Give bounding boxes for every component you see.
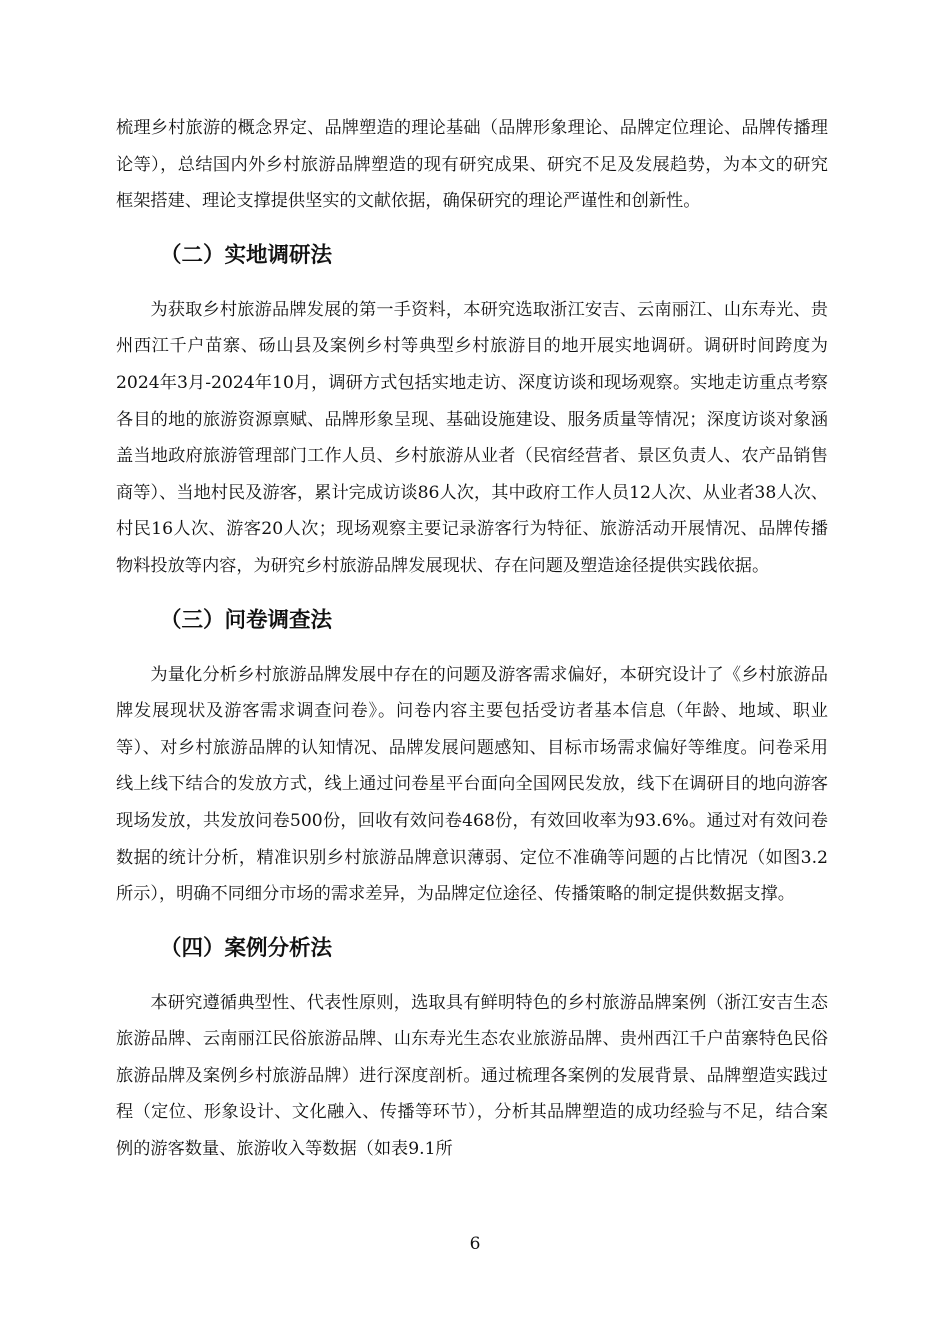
section-heading-questionnaire: （三）问卷调查法: [160, 607, 333, 633]
paragraph-case-analysis: 本研究遵循典型性、代表性原则，选取具有鲜明特色的乡村旅游品牌案例（浙江安吉生态旅游品牌、云南丽江民俗旅游品牌、山东寿光生态农业旅游品牌、贵州西江千户苗寨特色民俗旅游品牌及案例乡村旅游品牌）进行深度剖析。通过梳理各案例的发展背景、品牌塑造实践过程（定位、形象设计、文化融入、传播等环节），分析其品牌塑造的成功经验与不足，结合案例的游客数量、旅游收入等数据（如表9.1所: [116, 992, 828, 1160]
paragraph-field-research: 为获取乡村旅游品牌发展的第一手资料，本研究选取浙江安吉、云南丽江、山东寿光、贵州西江千户苗寨、砀山县及案例乡村等典型乡村旅游目的地开展实地调研。调研时间跨度为2024年3月-2024年10月，调研方式包括实地走访、深度访谈和现场观察。实地走访重点考察各目的地的旅游资源禀赋、品牌形象呈现、基础设施建设、服务质量等情况；深度访谈对象涵盖当地政府旅游管理部门工作人员、乡村旅游从业者（民宿经营者、景区负责人、农产品销售商等）、当地村民及游客，累计完成访谈86人次，其中政府工作人员12人次、从业者38人次、村民16人次、游客20人次；现场观察主要记录游客行为特征、旅游活动开展情况、品牌传播物料投放等内容，为研究乡村旅游品牌发展现状、存在问题及塑造途径提供实践依据。: [116, 299, 828, 576]
page-number: 6: [469, 1234, 481, 1254]
section-heading-case-analysis: （四）案例分析法: [160, 935, 333, 961]
paragraph-questionnaire: 为量化分析乡村旅游品牌发展中存在的问题及游客需求偏好，本研究设计了《乡村旅游品牌发展现状及游客需求调查问卷》。问卷内容主要包括受访者基本信息（年龄、地域、职业等）、对乡村旅游品牌的认知情况、品牌发展问题感知、目标市场需求偏好等维度。问卷采用线上线下结合的发放方式，线上通过问卷星平台面向全国网民发放，线下在调研目的地向游客现场发放，共发放问卷500份，回收有效问卷468份，有效回收率为93.6%。通过对有效问卷数据的统计分析，精准识别乡村旅游品牌意识薄弱、定位不准确等问题的占比情况（如图3.2所示），明确不同细分市场的需求差异，为品牌定位途径、传播策略的制定提供数据支撑。: [116, 664, 828, 905]
paragraph-literature-review-continued: 梳理乡村旅游的概念界定、品牌塑造的理论基础（品牌形象理论、品牌定位理论、品牌传播理论等），总结国内外乡村旅游品牌塑造的现有研究成果、研究不足及发展趋势，为本文的研究框架搭建、理论支撑提供坚实的文献依据，确保研究的理论严谨性和创新性。: [116, 118, 828, 212]
page-body: [116, 110, 828, 1168]
section-heading-field-research: （二）实地调研法: [160, 242, 333, 268]
